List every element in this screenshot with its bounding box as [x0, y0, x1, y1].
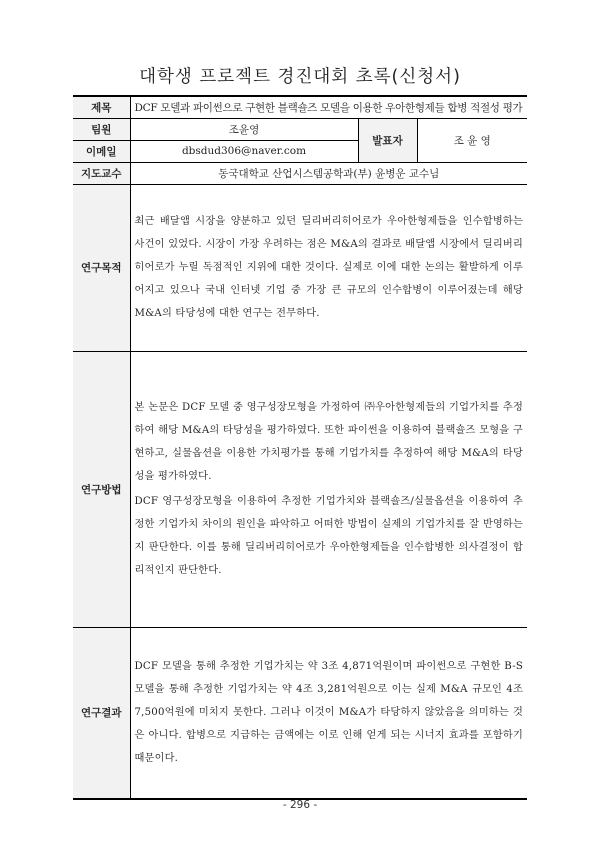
result-paragraph: DCF 모델을 통해 추정한 기업가치는 약 3조 4,871억원이며 파이썬으로 구현한 B-S 모델을 통해 추정한 기업가치는 약 4조 3,281억원으로 이는 실제 M&A 규모인 4조 7,500억원에 미치지 못한다. 그러나 이것이 M&A가 타당하지 않았음을 의미하는 것은 아니다. 합병으로 지급하는 금액에는 이로 인해 얻게 되는 시너지 효과를 포함하기 때문이다.	[134, 661, 524, 765]
email-value: dbsdud306@naver.com	[130, 140, 358, 162]
application-form	[73, 95, 527, 800]
team-row	[73, 118, 527, 140]
team-value: 조윤영	[130, 118, 358, 140]
advisor-label: 지도교수	[73, 162, 130, 184]
purpose-label: 연구목적	[73, 184, 130, 351]
method-row	[73, 351, 527, 627]
method-paragraph: 본 논문은 DCF 모델 중 영구성장모형을 가정하여 ㈜우아한형제들의 기업가치를 추정하여 해당 M&A의 타당성을 평가하였다. 또한 파이썬을 이용하여 블랙숄즈 모형을 구현하고, 실물옵션을 이용한 가치평가를 통해 기업가치를 추정하여 해당 M&A의 타당성을 평가하였다.	[134, 402, 524, 482]
page-number: - 296 -	[282, 799, 318, 811]
email-label: 이메일	[73, 140, 130, 162]
purpose-paragraph: 최근 배달앱 시장을 양분하고 있던 딜리버리히어로가 우아한형제들을 인수합병하는 사건이 있었다. 시장이 가장 우려하는 점은 M&A의 결과로 배달앱 시장에서 딜리버리히어로가 누릴 독점적인 지위에 대한 것이다. 실제로 이에 대한 논의는 활발하게 이루어지고 있으나 국내 인터넷 기업 중 가장 큰 규모의 인수합병이 이루어졌는데 해당 M&A의 타당성에 대한 연구는 전무하다.	[134, 216, 524, 319]
advisor-row	[73, 162, 527, 184]
title-value: DCF 모델과 파이썬으로 구현한 블랙숄즈 모델을 이용한 우아한형제들 합병 적절성 평가	[130, 96, 527, 118]
presenter-label: 발표자	[358, 118, 417, 162]
result-body	[130, 627, 527, 799]
method-paragraph: DCF 영구성장모형을 이용하여 추정한 기업가치와 블랙숄즈/실물옵션을 이용하여 추정한 기업가치 차이의 원인을 파악하고 어떠한 방법이 실제의 기업가치를 잘 반영하는지 판단한다. 이를 통해 딜리버리히어로가 우아한형제들을 인수합병한 의사결정이 합리적인지 판단한다.	[134, 496, 524, 576]
title-row	[73, 96, 527, 118]
method-label: 연구방법	[73, 351, 130, 627]
team-label: 팀원	[73, 118, 130, 140]
presenter-value: 조 윤 영	[417, 118, 527, 162]
result-label: 연구결과	[73, 627, 130, 799]
document-title: 대학생 프로젝트 경진대회 초록(신청서)	[139, 67, 461, 87]
advisor-value: 동국대학교 산업시스템공학과(부) 윤병운 교수님	[130, 162, 527, 184]
purpose-body	[130, 184, 527, 351]
result-row	[73, 627, 527, 799]
purpose-row	[73, 184, 527, 351]
method-body	[130, 351, 527, 627]
title-label: 제목	[73, 96, 130, 118]
